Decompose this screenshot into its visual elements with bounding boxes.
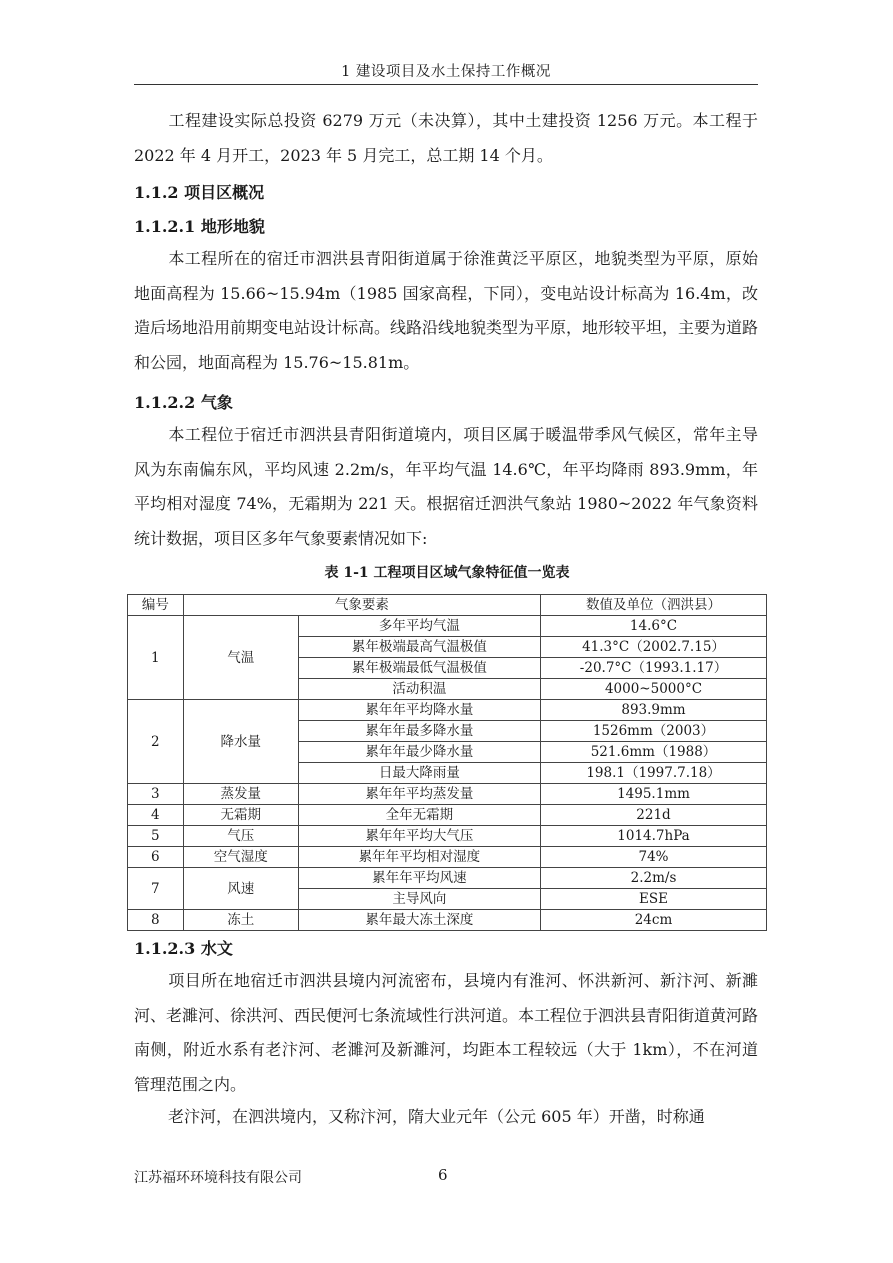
table-row [128,868,767,889]
cell-value: 2.2m/s [541,868,767,889]
header-rule [134,84,758,85]
terrain-paragraph [134,242,758,380]
cell-number: 7 [128,868,184,910]
climate-text: 本工程位于宿迁市泗洪县青阳街道境内，项目区属于暖温带季风气候区，常年主导风为东南偏东风，平均风速 2.2m/s，年平均气温 14.6℃，年平均降雨 893.9mm，年平均相对湿度 74%，无霜期为 221 天。根据宿迁泗洪气象站 1980~2022 年气象资料统计数据，项目区多年气象要素情况如下: [134,425,758,548]
cell-number: 4 [128,805,184,826]
intro-text: 工程建设实际总投资 6279 万元（未决算），其中土建投资 1256 万元。本工程于 2022 年 4 月开工，2023 年 5 月完工，总工期 14 个月。 [134,111,758,165]
cell-number: 1 [128,616,184,700]
header-cell-number: 编号 [128,595,184,616]
cell-item: 累年年平均风速 [298,868,540,889]
cell-value: 521.6mm（1988） [541,742,767,763]
table-row [128,805,767,826]
cell-number: 5 [128,826,184,847]
section-heading-1-1-2-3: 1.1.2.3 水文 [134,939,233,958]
cell-value: 14.6°C [541,616,767,637]
cell-value: -20.7°C（1993.1.17） [541,658,767,679]
cell-category: 蒸发量 [183,784,298,805]
cell-category: 气温 [183,616,298,700]
cell-item: 多年平均气温 [298,616,540,637]
cell-item: 累年最大冻土深度 [298,910,540,931]
cell-category: 空气湿度 [183,847,298,868]
cell-number: 2 [128,700,184,784]
table-row [128,847,767,868]
table-row [128,910,767,931]
hydrology-paragraph-2 [134,1100,758,1135]
cell-value: ESE [541,889,767,910]
cell-category: 冻土 [183,910,298,931]
cell-item: 累年年平均相对湿度 [298,847,540,868]
climate-table [127,594,767,931]
cell-item: 累年年平均大气压 [298,826,540,847]
hydrology-text-1: 项目所在地宿迁市泗洪县境内河流密布，县境内有淮河、怀洪新河、新汴河、新濉河、老濉河、徐洪河、西民便河七条流域性行洪河道。本工程位于泗洪县青阳街道黄河路南侧，附近水系有老汴河、老濉河及新濉河，均距本工程较远（大于 1km），不在河道管理范围之内。 [134,971,759,1094]
cell-item: 日最大降雨量 [298,763,540,784]
cell-number: 8 [128,910,184,931]
cell-category: 无霜期 [183,805,298,826]
table-caption: 表 1-1 工程项目区域气象特征值一览表 [324,565,570,581]
terrain-text: 本工程所在的宿迁市泗洪县青阳街道属于徐淮黄泛平原区，地貌类型为平原，原始地面高程为 15.66~15.94m（1985 国家高程，下同），变电站设计标高为 16.4m，改造后场地沿用前期变电站设计标高。线路沿线地貌类型为平原，地形较平坦，主要为道路和公园，地面高程为 15.76~15.81m。 [134,249,759,372]
cell-value: 893.9mm [541,700,767,721]
table-row [128,826,767,847]
climate-paragraph [134,418,758,556]
intro-paragraph [134,104,758,173]
table-row [128,616,767,637]
header-cell-element: 气象要素 [183,595,540,616]
cell-value: 198.1（1997.7.18） [541,763,767,784]
cell-category: 降水量 [183,700,298,784]
cell-number: 6 [128,847,184,868]
cell-item: 累年极端最低气温极值 [298,658,540,679]
section-heading-1-1-2-2: 1.1.2.2 气象 [134,393,233,412]
cell-value: 1526mm（2003） [541,721,767,742]
section-heading-1-1-2-1: 1.1.2.1 地形地貌 [134,217,265,236]
page-number: 6 [438,1166,448,1184]
cell-category: 气压 [183,826,298,847]
table-row [128,700,767,721]
cell-value: 24cm [541,910,767,931]
cell-item: 主导风向 [298,889,540,910]
hydrology-text-2: 老汴河，在泗洪境内，又称汴河，隋大业元年（公元 605 年）开凿，时称通 [168,1107,705,1126]
hydrology-paragraph-1 [134,964,758,1102]
table-row [128,784,767,805]
cell-item: 累年年最多降水量 [298,721,540,742]
cell-item: 活动积温 [298,679,540,700]
running-header: 1 建设项目及水土保持工作概况 [341,64,551,80]
table-header-row [128,595,767,616]
cell-value: 221d [541,805,767,826]
section-heading-1-1-2: 1.1.2 项目区概况 [134,183,265,202]
cell-item: 累年年平均降水量 [298,700,540,721]
header-cell-value: 数值及单位（泗洪县） [541,595,767,616]
cell-item: 全年无霜期 [298,805,540,826]
footer-company: 江苏福环环境科技有限公司 [134,1170,302,1186]
cell-value: 4000~5000°C [541,679,767,700]
cell-item: 累年年最少降水量 [298,742,540,763]
cell-value: 1495.1mm [541,784,767,805]
cell-item: 累年极端最高气温极值 [298,637,540,658]
cell-value: 1014.7hPa [541,826,767,847]
cell-item: 累年年平均蒸发量 [298,784,540,805]
cell-value: 74% [541,847,767,868]
cell-value: 41.3°C（2002.7.15） [541,637,767,658]
cell-category: 风速 [183,868,298,910]
cell-number: 3 [128,784,184,805]
